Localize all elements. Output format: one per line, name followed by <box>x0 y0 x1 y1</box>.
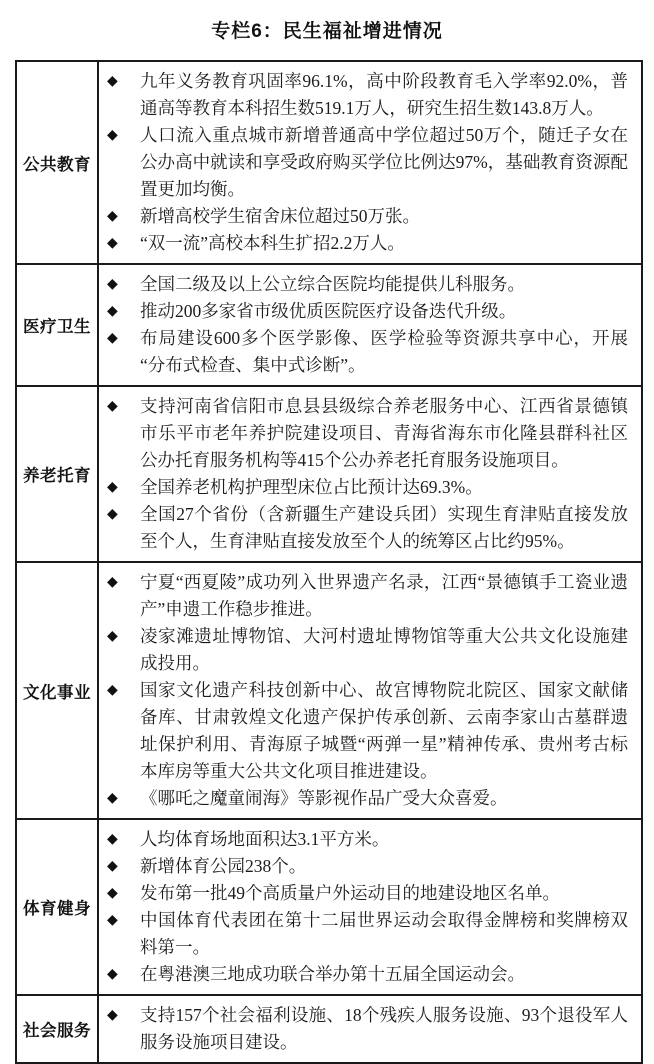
bullet-text: 凌家滩遗址博物馆、大河村遗址博物馆等重大公共文化设施建成投用。 <box>140 626 628 673</box>
bullet-list <box>99 1002 628 1056</box>
bullet-item <box>99 569 628 623</box>
bullet-text: 全国27个省份（含新疆生产建设兵团）实现生育津贴直接发放至个人，生育津贴直接发放至个人的统筹区占比约95%。 <box>140 504 628 551</box>
bullet-text: 全国养老机构护理型床位占比预计达69.3%。 <box>140 477 483 497</box>
diamond-bullet-icon: ◆ <box>107 966 118 982</box>
bullet-item <box>99 677 628 785</box>
bullet-text: 新增高校学生宿舍床位超过50万张。 <box>140 206 420 226</box>
bullet-list <box>99 569 628 812</box>
bullet-text: 人均体育场地面积达3.1平方米。 <box>140 829 390 849</box>
category-content <box>98 819 642 995</box>
diamond-bullet-icon: ◆ <box>107 912 118 928</box>
category-label: 文化事业 <box>16 562 98 819</box>
diamond-bullet-icon: ◆ <box>107 330 118 346</box>
bullet-item <box>99 122 628 203</box>
bullet-item <box>99 501 628 555</box>
diamond-bullet-icon: ◆ <box>107 858 118 874</box>
bullet-item <box>99 826 628 853</box>
bullet-text: 中国体育代表团在第十二届世界运动会取得金牌榜和奖牌榜双料第一。 <box>140 910 628 957</box>
category-label: 医疗卫生 <box>16 264 98 386</box>
bullet-item <box>99 785 628 812</box>
diamond-bullet-icon: ◆ <box>107 506 118 522</box>
category-content <box>98 61 642 264</box>
bullet-text: 发布第一批49个高质量户外运动目的地建设地区名单。 <box>140 883 560 903</box>
table-row <box>16 562 642 819</box>
diamond-bullet-icon: ◆ <box>107 831 118 847</box>
bullet-text: “双一流”高校本科生扩招2.2万人。 <box>140 233 405 253</box>
bullet-item <box>99 853 628 880</box>
benefits-table-body <box>16 61 642 1063</box>
bullet-list <box>99 393 628 555</box>
bullet-item <box>99 961 628 988</box>
category-content <box>98 386 642 562</box>
bullet-text: 宁夏“西夏陵”成功列入世界遗产名录，江西“景德镇手工瓷业遗产”申遗工作稳步推进。 <box>140 572 628 619</box>
diamond-bullet-icon: ◆ <box>107 885 118 901</box>
bullet-item <box>99 325 628 379</box>
diamond-bullet-icon: ◆ <box>107 303 118 319</box>
table-row <box>16 386 642 562</box>
bullet-list <box>99 68 628 257</box>
bullet-item <box>99 1002 628 1056</box>
bullet-list <box>99 826 628 988</box>
bullet-item <box>99 230 628 257</box>
table-row <box>16 995 642 1063</box>
bullet-text: 人口流入重点城市新增普通高中学位超过50万个，随迁子女在公办高中就读和享受政府购买学位比例达97%，基础教育资源配置更加均衡。 <box>140 125 628 199</box>
diamond-bullet-icon: ◆ <box>107 682 118 698</box>
diamond-bullet-icon: ◆ <box>107 276 118 292</box>
diamond-bullet-icon: ◆ <box>107 398 118 414</box>
category-content <box>98 995 642 1063</box>
bullet-item <box>99 203 628 230</box>
category-label: 公共教育 <box>16 61 98 264</box>
table-row <box>16 264 642 386</box>
category-content <box>98 562 642 819</box>
bullet-text: 在粤港澳三地成功联合举办第十五届全国运动会。 <box>140 964 525 984</box>
bullet-text: 《哪吒之魔童闹海》等影视作品广受大众喜爱。 <box>140 788 508 808</box>
diamond-bullet-icon: ◆ <box>107 73 118 89</box>
bullet-list <box>99 271 628 379</box>
diamond-bullet-icon: ◆ <box>107 479 118 495</box>
bullet-text: 全国二级及以上公立综合医院均能提供儿科服务。 <box>140 274 525 294</box>
bullet-item <box>99 880 628 907</box>
table-row <box>16 61 642 264</box>
bullet-item <box>99 298 628 325</box>
bullet-item <box>99 393 628 474</box>
benefits-table <box>15 60 643 1064</box>
bullet-text: 国家文化遗产科技创新中心、故宫博物院北院区、国家文献储备库、甘肃敦煌文化遗产保护传承创新、云南李家山古墓群遗址保护利用、青海原子城暨“两弹一星”精神传承、贵州考古标本库房等重大公共文化项目推进建设。 <box>140 680 628 781</box>
category-label: 体育健身 <box>16 819 98 995</box>
bullet-item <box>99 68 628 122</box>
category-content <box>98 264 642 386</box>
bullet-item <box>99 907 628 961</box>
diamond-bullet-icon: ◆ <box>107 628 118 644</box>
bullet-text: 新增体育公园238个。 <box>140 856 307 876</box>
diamond-bullet-icon: ◆ <box>107 127 118 143</box>
diamond-bullet-icon: ◆ <box>107 208 118 224</box>
category-label: 社会服务 <box>16 995 98 1063</box>
table-row <box>16 819 642 995</box>
bullet-text: 支持157个社会福利设施、18个残疾人服务设施、93个退役军人服务设施项目建设。 <box>140 1005 628 1052</box>
bullet-text: 推动200多家省市级优质医院医疗设备迭代升级。 <box>140 301 517 321</box>
bullet-item <box>99 474 628 501</box>
diamond-bullet-icon: ◆ <box>107 1007 118 1023</box>
page-title: 专栏6：民生福祉增进情况 <box>211 21 443 42</box>
bullet-text: 支持河南省信阳市息县县级综合养老服务中心、江西省景德镇市乐平市老年养护院建设项目、青海省海东市化隆县群科社区公办托育服务机构等415个公办养老托育服务设施项目。 <box>140 396 628 470</box>
bullet-text: 布局建设600多个医学影像、医学检验等资源共享中心，开展“分布式检查、集中式诊断”。 <box>140 328 628 375</box>
diamond-bullet-icon: ◆ <box>107 235 118 251</box>
bullet-item <box>99 271 628 298</box>
bullet-text: 九年义务教育巩固率96.1%，高中阶段教育毛入学率92.0%，普通高等教育本科招生数519.1万人，研究生招生数143.8万人。 <box>140 71 628 118</box>
diamond-bullet-icon: ◆ <box>107 790 118 806</box>
bullet-item <box>99 623 628 677</box>
diamond-bullet-icon: ◆ <box>107 574 118 590</box>
category-label: 养老托育 <box>16 386 98 562</box>
